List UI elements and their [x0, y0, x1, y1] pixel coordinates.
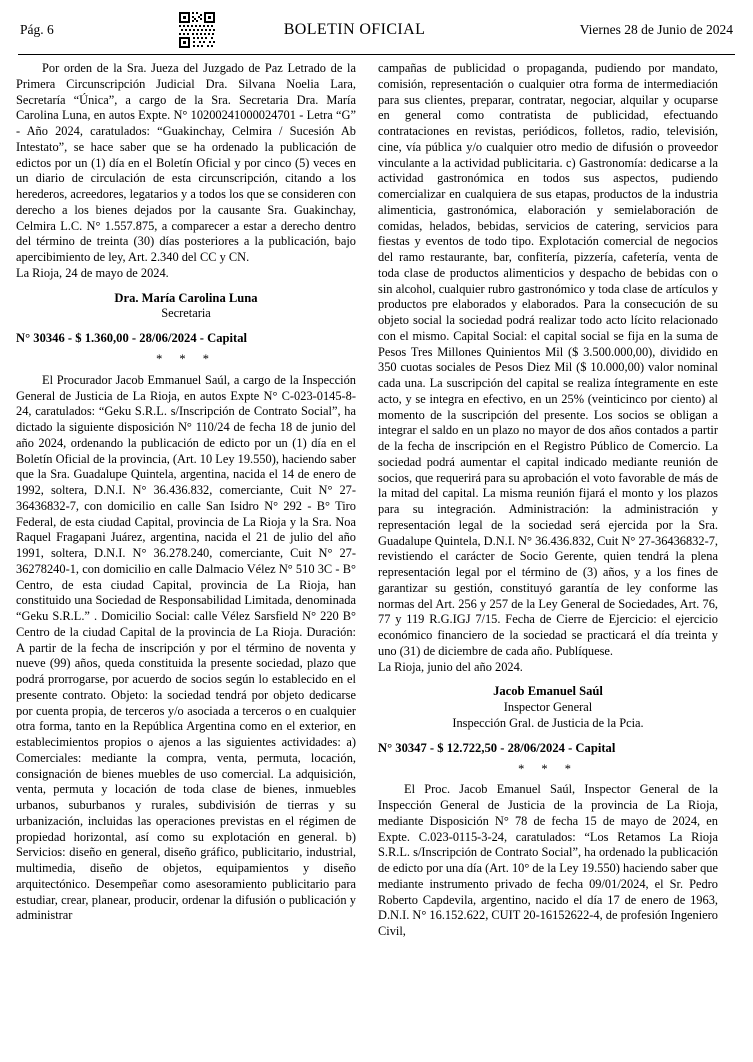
signer-name: Jacob Emanuel Saúl [493, 684, 603, 699]
notice-separator: * * * [518, 761, 578, 776]
header-divider [18, 54, 735, 55]
page-number: Pág. 6 [20, 22, 54, 37]
notice-place-date: La Rioja, 24 de mayo de 2024. [16, 265, 169, 280]
publication-date: Viernes 28 de Junio de 2024 [579, 22, 733, 37]
notice-body: El Proc. Jacob Emanuel Saúl, Inspector General de la Inspección General de Justicia de la provincia de La Rioja, mediante Disposición N° 78 de fecha 15 de mayo de 2024, en Expte. C.023-0115-3-24, caratulados: “Los Retamos La Rioja S.R.L. s/Inscripción de Contrato Social”, ha ordenado la publicación de edicto por una día (Art. 10° de la Ley 19.550) haciendo saber que mediante instrumento privado de fecha 09/01/2024, el Sr. Pedro Roberto Capdevila, argentino, nacido el día 17 de enero de 1963, D.N.I. N° 16.152.622, CUIT 20-16152622-4, de profesión Ingeniero Civil, [378, 782, 718, 939]
publication-title: BOLETIN OFICIAL [283, 21, 426, 38]
notice-reference: N° 30346 - $ 1.360,00 - 28/06/2024 - Capital [16, 331, 248, 346]
notice-body: El Procurador Jacob Emmanuel Saúl, a cargo de la Inspección General de Justicia de La Rioja, en autos Expte N° C-023-0145-8-24, caratulados: “Geku S.R.L. s/Inscripción de Contrato Social”, ha dictado la siguiente disposición N° 110/24 de fecha 18 de junio del año 2024, ordenando la publicación de edicto por un (1) día en el Boletín Oficial de la provincia, (Art. 10 Ley 19.550), haciendo saber que la Sra. Guadalupe Quintela, argentina, nacida el 14 de enero de 1992, soltera, D.N.I. N° 36.436.832, comerciante, Cuit N° 27-36436832-7, con domicilio en calle San Isidro N° 292 - B° Tiro Federal, de esta ciudad Capital, provincia de La Rioja y la Sra. Noa Raquel Fragapani Juárez, argentina, nacida el 21 de julio del año 1991, soltera, D.N.I. N° 36.278.240, comerciante, Cuit N° 27-36278240-1, con domicilio en calle Dalmacio Vélez N° 510 3C - B° Centro, de esta ciudad Capital, provincia de La Rioja, han constituido una Sociedad de Responsabilidad Limitada, denominada “Geku S.R.L.” . Domicilio Social: calle Vélez Sarsfield N° 220 B° Centro de la ciudad Capital de la provincia de La Rioja. Duración: A partir de la fecha de inscripción y por el término de noventa y nueve (99) años, queda constituida la presente sociedad, plazo que podrá prorrogarse, por acuerdo de socios según lo establecido en el presente contrato. Objeto: la sociedad tendrá por objeto dedicarse por cuenta propia, de terceros y/o asociada a terceros o en cualquier otra forma, tanto en la República Argentina como en el exterior, en establecimientos propios o ajenos a las siguientes actividades: a) Comerciales: mediante la compra, venta, permuta, locación, consignación de bienes muebles de uso comercial. La adquisición, venta, permuta y locación de toda clase de bienes, inmuebles urbanos, suburbanos y rurales, subdivisión de tierras y su urbanización, incluidas las operaciones previstas en el régimen de propiedad horizontal, así como su explotación en general. b) Servicios: diseño en general, diseño gráfico, publicitario, industrial, multimedia, diseño de objetos, equipamientos y diseño arquitectónico. Desempeñar como asesoramiento publicitario para estudiar, crear, planear, producir, ordenar la difusión o publicación y administrar [16, 372, 356, 923]
body-columns [16, 61, 737, 1046]
signer-name: Dra. María Carolina Luna [114, 290, 258, 305]
notice-body-continued: campañas de publicidad o propaganda, pudiendo por mandato, comisión, representación o cualquier otra forma de intermediación para sus clientes, preparar, contratar, negociar, alquilar y ocuparse en general como contratista de publicidad, efectuando contrataciones en revistas, periódicos, folletos, radio, televisión, cine, vía pública y/o cualquier otro medio de difusión o proveedor vinculante a la actividad publicitaria. c) Gastronomía: dedicarse a la actividad gastronómica en todos sus aspectos, pudiendo comercializar en cualquiera de sus etapas, productos de la industria alimenticia, gastronómica, elaboración y semielaboración de comidas, helados, bebidas, servicios de catering, servicios para fiestas y eventos de todo tipo. Explotación comercial de negocios del ramo restaurante, bar, confitería, pizzería, cafetería, venta de toda clase de productos alimenticios y despacho de bebidas con o sin alcohol, cualquier rubro gastronómico y toda clase de artículos y productos pre elaborados y elaborados. Para la consecución de su objeto social la sociedad podrá realizar todo acto lícito relacionado con el mismo. Capital Social: el capital social se fija en la suma de Pesos Tres Millones Quinientos Mil ($ 3.500.000,00), dividido en 350 cuotas sociales de Pesos Diez Mil ($ 10.000,00) valor nominal cada una. La suscripción del capital se realiza íntegramente en este acto, y se integra en efectivo, en un 25% (veinticinco por ciento) al momento de la suscripción del presente. Los socios se obligan a integrar el saldo en un plazo no mayor de dos años contados a partir de la fecha de inscripción en el Registro Público de Comercio. La sociedad podrá aumentar el capital indicado mediante reunión de socios, que requerirá para su aprobación el voto favorable de más de la mitad del capital. La misma reunión fijará el monto y los plazos para su integración. Administración: la administración y representación legal de la sociedad será ejercida por la Sra. Guadalupe Quintela, D.N.I. N° 36.436.832, Cuit N° 27-36436832-7, revistiendo el carácter de Socio Gerente, quien tendrá la plena representación legal por el término de (3) años, y a los fines de garantizar su gestión, constituyó garantía de ley conforme las normas del Art. 256 y 257 de la Ley General de Sociedades, Art. 76, 77 y 119 R.G.IGJ 7/15. Fecha de Cierre de Ejercicio: el ejercicio económico financiero de la sociedad se practicará el día treinta y uno (31) de diciembre de cada año. Publíquese. [378, 61, 718, 658]
notice-place-date: La Rioja, junio del año 2024. [378, 659, 523, 674]
right-column [378, 61, 718, 1046]
page-header [16, 10, 737, 50]
signer-role: Inspector General [503, 700, 593, 715]
left-column [16, 61, 356, 1046]
notice-separator: * * * [156, 352, 216, 367]
signer-role: Secretaria [161, 306, 211, 321]
notice-body: Por orden de la Sra. Jueza del Juzgado de Paz Letrado de la Primera Circunscripción Judicial Dra. Silvana Noelia Lara, Secretaría “Única”, a cargo de la Sra. Secretaria Dra. María Carolina Luna, en autos Expte. N° 10200241000024701 - Letra “G” - Año 2024, caratulados: “Guakinchay, Celmira / Sucesión Ab Intestato”, se hace saber que se ha ordenado la publicación de edictos por un (1) día en el Boletín Oficial y por cinco (5) veces en un diario de circulación de esta circunscripción, citando a los herederos, acreedores, legatarios y a todos los que se consideren con derecho a los bienes dejados por la causante Sra. Guakinchay, Celmira L.C. N° 1.557.875, a comparecer a estar a derecho dentro del término de treinta (30) días posteriores a la publicación, bajo apercibimiento de ley, Art. 2.340 del CC y CN. [16, 61, 356, 264]
notice-reference: N° 30347 - $ 12.722,50 - 28/06/2024 - Capital [378, 740, 616, 755]
signer-office: Inspección Gral. de Justicia de la Pcia. [452, 715, 644, 730]
